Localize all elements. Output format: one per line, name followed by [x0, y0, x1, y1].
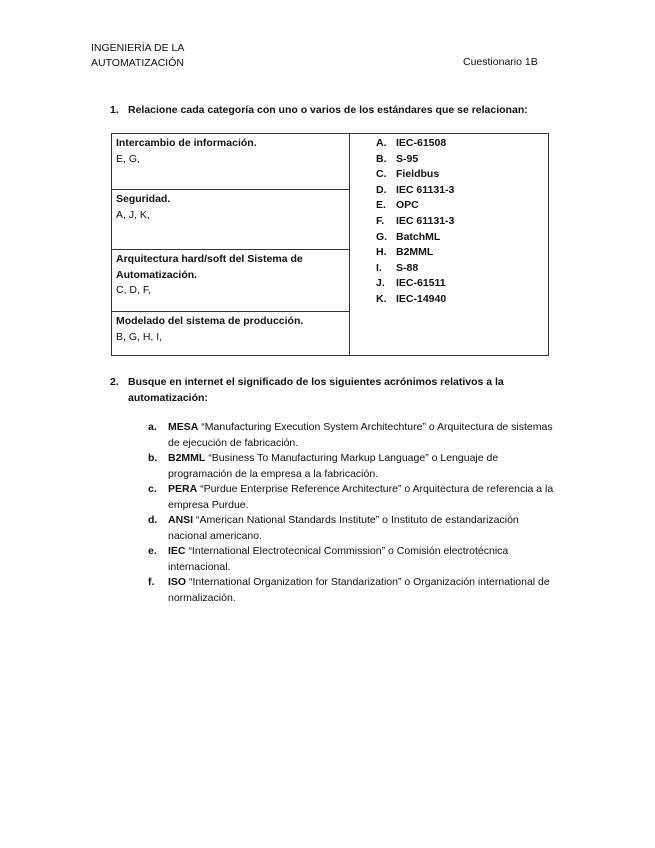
standard-item: C. Fieldbus — [376, 168, 440, 181]
category-title: Arquitectura hard/soft del Sistema de Automatización. — [116, 253, 303, 281]
category-cell — [112, 250, 350, 312]
question-2-text-line-1: Busque en internet el significado de los siguientes acrónimos relativos a la — [128, 376, 504, 388]
acronym-item: d. ANSI “American National Standards Institute” o Instituto de estandarización nacional americano. — [148, 514, 519, 542]
standard-item: D. IEC 61131-3 — [376, 183, 455, 196]
category-answer: A, J, K, — [116, 208, 150, 221]
acronym-item: e. IEC “International Electrotecnical Commission” o Comisión electrotécnica internacional. — [148, 545, 509, 573]
standard-item: G. BatchML — [376, 230, 441, 243]
standards-cell — [350, 134, 549, 356]
category-answer: B, G, H, I, — [116, 330, 163, 343]
standard-item: I. S-88 — [376, 261, 419, 274]
course-name-line-1: INGENIERÍA DE LA — [91, 42, 185, 54]
category-answer: E, G, — [116, 152, 140, 165]
course-header — [91, 41, 184, 71]
category-answer: C, D, F, — [116, 284, 152, 296]
acronym-list — [148, 420, 558, 606]
document-title: Cuestionario 1B — [463, 56, 538, 68]
course-name-line-2: AUTOMATIZACIÓN — [91, 57, 184, 69]
standard-item: F. IEC 61131-3 — [376, 214, 455, 227]
standard-item: E. OPC — [376, 199, 419, 212]
question-1 — [110, 104, 528, 116]
standard-item: J. IEC-61511 — [376, 277, 446, 290]
category-title: Modelado del sistema de producción. — [116, 315, 304, 327]
category-cell — [112, 312, 350, 356]
acronym-item: a. MESA “Manufacturing Execution System Architechture” o Arquitectura de sistemas de ejecución de fabricación. — [148, 421, 553, 449]
standards-list — [354, 136, 544, 308]
standard-item: A. IEC-61508 — [376, 137, 447, 149]
category-table — [111, 133, 549, 356]
question-1-number: 1. — [110, 104, 119, 116]
category-cell — [112, 134, 350, 190]
standard-item: H. B2MML — [376, 246, 434, 259]
standard-item: B. S-95 — [376, 152, 419, 165]
acronym-item: c. PERA “Purdue Enterprise Reference Architecture” o Arquitectura de referencia a la empresa Purdue. — [148, 483, 554, 511]
question-2-text-line-2: automatización: — [128, 392, 208, 404]
acronym-item: b. B2MML “Business To Manufacturing Markup Language” o Lenguaje de programación de la empresa a la fabricación. — [148, 452, 499, 480]
category-title: Intercambio de información. — [116, 137, 257, 149]
acronym-item: f. ISO “International Organization for Standarization” o Organización international de normalización. — [148, 576, 550, 604]
category-title: Seguridad. — [116, 193, 171, 205]
category-cell — [112, 190, 350, 250]
question-1-text: Relacione cada categoría con uno o varios de los estándares que se relacionan: — [128, 104, 528, 116]
question-2 — [110, 374, 540, 406]
standard-item: K. IEC-14940 — [376, 292, 447, 305]
question-2-number: 2. — [110, 376, 119, 388]
